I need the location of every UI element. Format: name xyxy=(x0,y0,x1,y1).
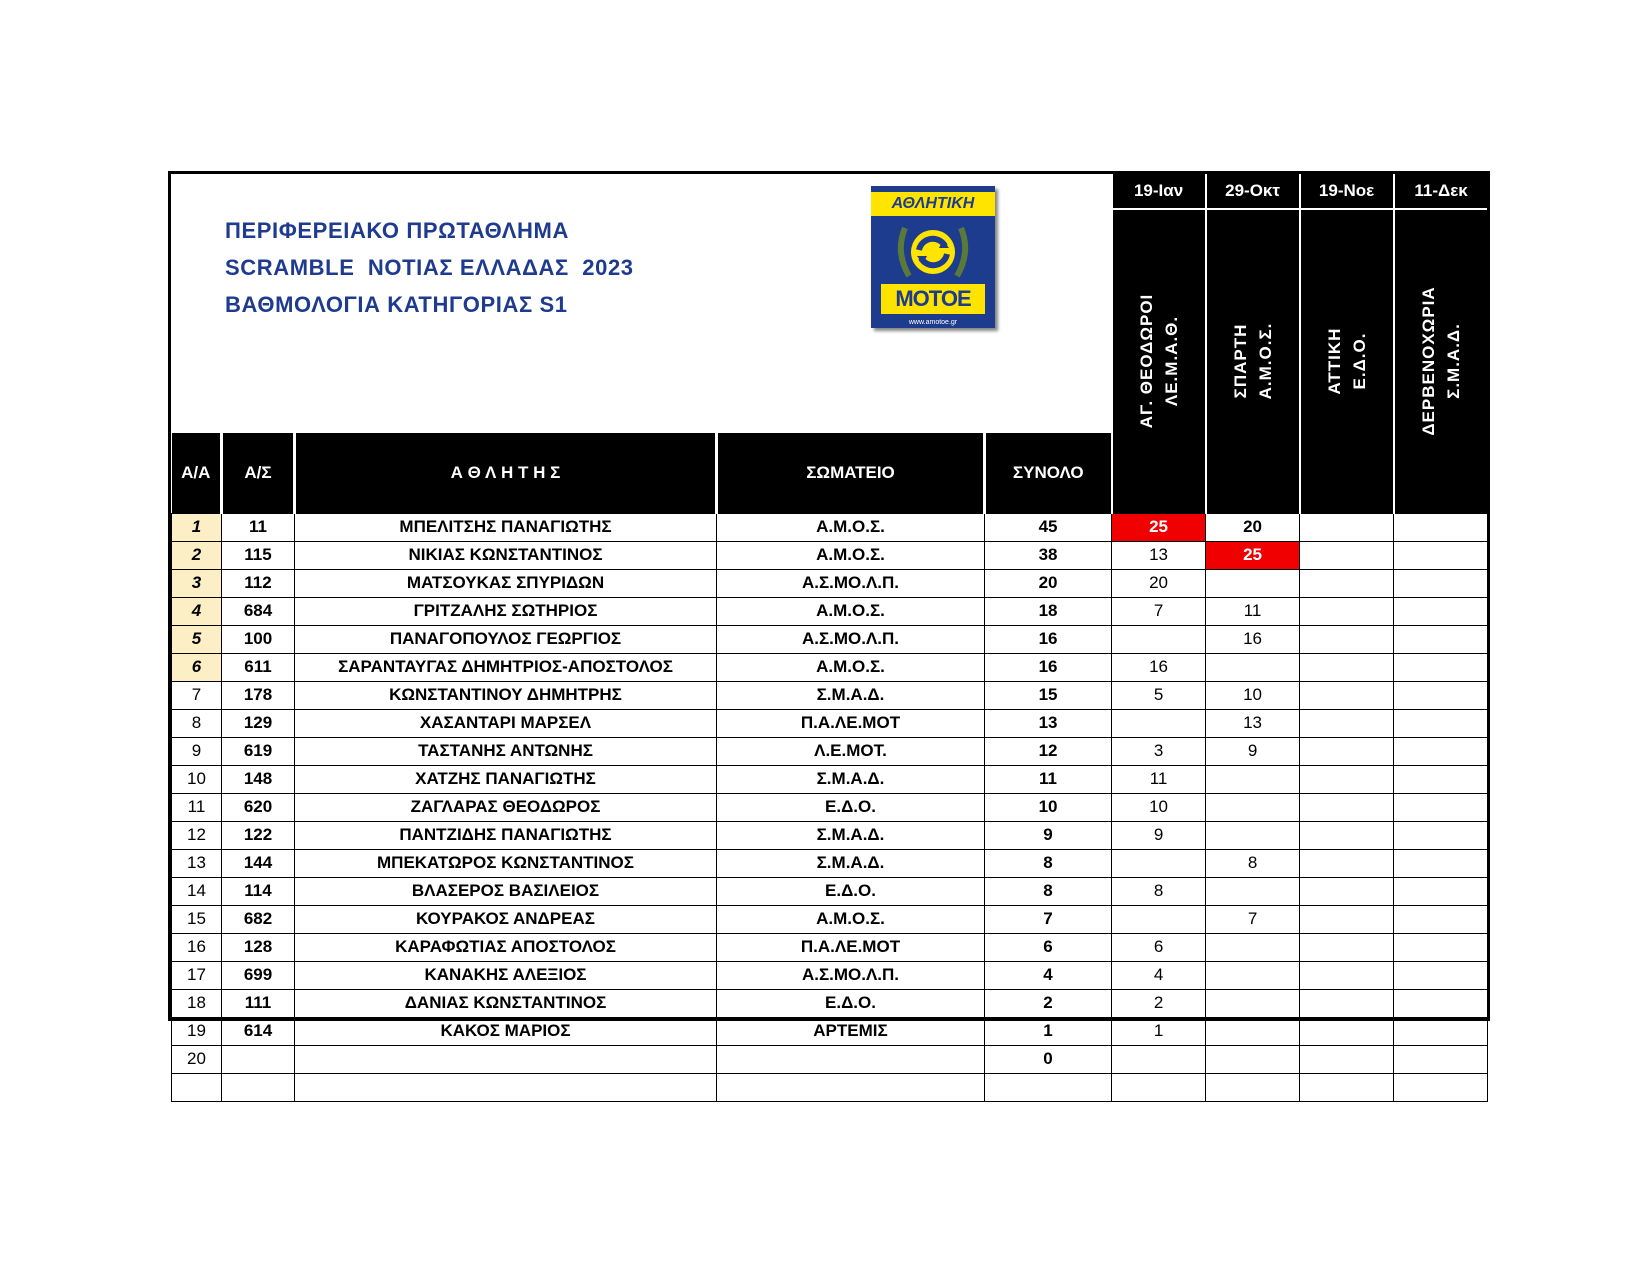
number-cell: 699 xyxy=(222,961,295,989)
total-points-cell: 13 xyxy=(985,709,1112,737)
total-points-cell: 8 xyxy=(985,849,1112,877)
total-points-cell xyxy=(985,1073,1112,1101)
round-points-cell xyxy=(1394,961,1488,989)
round-points-cell xyxy=(1206,933,1300,961)
round-venue xyxy=(1300,209,1394,513)
round-points-cell xyxy=(1394,877,1488,905)
total-points-cell: 9 xyxy=(985,821,1112,849)
table-row xyxy=(172,765,1488,793)
position-cell: 12 xyxy=(172,821,222,849)
position-cell: 15 xyxy=(172,905,222,933)
total-points-cell: 45 xyxy=(985,513,1112,541)
round-points-cell: 16 xyxy=(1112,653,1206,681)
total-points-cell: 4 xyxy=(985,961,1112,989)
round-points-cell: 6 xyxy=(1112,933,1206,961)
total-points-cell: 15 xyxy=(985,681,1112,709)
title-line-1: ΠΕΡΙΦΕΡΕΙΑΚΟ ΠΡΩΤΑΘΛΗΜΑ xyxy=(225,218,569,243)
number-cell: 128 xyxy=(222,933,295,961)
club-cell: Α.Μ.Ο.Σ. xyxy=(717,597,985,625)
round-venue xyxy=(1206,209,1300,513)
laurel-emblem-icon xyxy=(893,220,973,284)
logo-bottom-text: ΜΟΤΟΕ xyxy=(881,284,985,314)
round-points-cell xyxy=(1394,821,1488,849)
position-cell: 3 xyxy=(172,569,222,597)
total-points-cell: 8 xyxy=(985,877,1112,905)
club-cell: ΑΡΤΕΜΙΣ xyxy=(717,1017,985,1045)
rider-name-cell: ΜΠΕΚΑΤΩΡΟΣ ΚΩΝΣΤΑΝΤΙΝΟΣ xyxy=(295,849,717,877)
table-row xyxy=(172,961,1488,989)
round-date: 19-Ιαν xyxy=(1112,174,1206,209)
position-cell: 13 xyxy=(172,849,222,877)
number-cell: 129 xyxy=(222,709,295,737)
logo-url: www.amotoe.gr xyxy=(908,319,958,326)
number-cell: 684 xyxy=(222,597,295,625)
standings-rows xyxy=(172,513,1488,1101)
club-cell xyxy=(717,1073,985,1101)
round-points-cell xyxy=(1394,513,1488,541)
total-points-cell: 16 xyxy=(985,625,1112,653)
rider-name-cell: ΜΠΕΛΙΤΣΗΣ ΠΑΝΑΓΙΩΤΗΣ xyxy=(295,513,717,541)
round-points-cell xyxy=(1300,681,1394,709)
round-points-cell xyxy=(1206,877,1300,905)
venue-club: Σ.Μ.Α.Δ. xyxy=(1444,323,1464,400)
position-cell xyxy=(172,1073,222,1101)
number-cell: 144 xyxy=(222,849,295,877)
round-points-cell: 20 xyxy=(1206,513,1300,541)
table-row xyxy=(172,681,1488,709)
round-points-cell xyxy=(1394,681,1488,709)
position-cell: 11 xyxy=(172,793,222,821)
round-points-cell: 16 xyxy=(1206,625,1300,653)
round-points-cell xyxy=(1394,597,1488,625)
table-row xyxy=(172,1045,1488,1073)
rider-name-cell: ΜΑΤΣΟΥΚΑΣ ΣΠΥΡΙΔΩΝ xyxy=(295,569,717,597)
number-cell: 682 xyxy=(222,905,295,933)
total-points-cell: 16 xyxy=(985,653,1112,681)
position-cell: 16 xyxy=(172,933,222,961)
round-points-cell xyxy=(1394,849,1488,877)
club-cell: Α.Σ.ΜΟ.Λ.Π. xyxy=(717,625,985,653)
club-cell: Α.Μ.Ο.Σ. xyxy=(717,653,985,681)
number-cell: 614 xyxy=(222,1017,295,1045)
round-points-cell xyxy=(1300,765,1394,793)
round-points-cell: 13 xyxy=(1206,709,1300,737)
round-points-cell xyxy=(1394,625,1488,653)
round-points-cell: 1 xyxy=(1112,1017,1206,1045)
round-points-cell xyxy=(1206,989,1300,1017)
total-points-cell: 11 xyxy=(985,765,1112,793)
venue-name: ΑΓ. ΘΕΟΔΩΡΟΙ xyxy=(1136,293,1156,429)
rider-name-cell: ΧΑΤΖΗΣ ΠΑΝΑΓΙΩΤΗΣ xyxy=(295,765,717,793)
round-points-cell xyxy=(1206,793,1300,821)
federation-logo xyxy=(871,186,995,328)
round-points-cell: 9 xyxy=(1206,737,1300,765)
table-row xyxy=(172,653,1488,681)
round-points-cell xyxy=(1112,709,1206,737)
rider-name-cell: ΠΑΝΑΓΟΠΟΥΛΟΣ ΓΕΩΡΓΙΟΣ xyxy=(295,625,717,653)
title-line-2: SCRAMBLE ΝΟΤΙΑΣ ΕΛΛΑΔΑΣ 2023 xyxy=(225,255,634,280)
round-points-cell xyxy=(1300,933,1394,961)
table-row xyxy=(172,849,1488,877)
round-points-cell xyxy=(1394,541,1488,569)
rider-name-cell: ΓΡΙΤΖΑΛΗΣ ΣΩΤΗΡΙΟΣ xyxy=(295,597,717,625)
round-points-cell xyxy=(1394,989,1488,1017)
rider-name-cell: ΠΑΝΤΖΙΔΗΣ ΠΑΝΑΓΙΩΤΗΣ xyxy=(295,821,717,849)
round-points-cell xyxy=(1300,653,1394,681)
round-points-cell xyxy=(1206,1045,1300,1073)
position-cell: 19 xyxy=(172,1017,222,1045)
round-points-cell xyxy=(1300,513,1394,541)
rider-name-cell: ΚΑΚΟΣ ΜΑΡΙΟΣ xyxy=(295,1017,717,1045)
position-cell: 7 xyxy=(172,681,222,709)
rider-name-cell xyxy=(295,1073,717,1101)
round-points-cell: 7 xyxy=(1206,905,1300,933)
table-row xyxy=(172,569,1488,597)
position-cell: 10 xyxy=(172,765,222,793)
round-points-cell xyxy=(1112,849,1206,877)
position-cell: 2 xyxy=(172,541,222,569)
number-cell: 100 xyxy=(222,625,295,653)
round-points-cell xyxy=(1394,1045,1488,1073)
rider-name-cell: ΤΑΣΤΑΝΗΣ ΑΝΤΩΝΗΣ xyxy=(295,737,717,765)
round-points-cell: 2 xyxy=(1112,989,1206,1017)
round-points-cell xyxy=(1394,1073,1488,1101)
number-cell: 111 xyxy=(222,989,295,1017)
round-points-cell: 4 xyxy=(1112,961,1206,989)
round-points-cell: 11 xyxy=(1206,597,1300,625)
club-cell: Σ.Μ.Α.Δ. xyxy=(717,765,985,793)
round-points-cell xyxy=(1300,541,1394,569)
total-points-cell: 18 xyxy=(985,597,1112,625)
header-rider: Α Θ Λ Η Τ Η Σ xyxy=(295,433,717,513)
round-points-cell xyxy=(1300,905,1394,933)
title-line-3: ΒΑΘΜΟΛΟΓΙΑ ΚΑΤΗΓΟΡΙΑΣ S1 xyxy=(225,292,568,317)
position-cell: 18 xyxy=(172,989,222,1017)
round-points-cell: 8 xyxy=(1112,877,1206,905)
total-points-cell: 10 xyxy=(985,793,1112,821)
header-pos: Α/Α xyxy=(172,433,222,513)
round-points-cell: 5 xyxy=(1112,681,1206,709)
table-row xyxy=(172,737,1488,765)
total-points-cell: 2 xyxy=(985,989,1112,1017)
round-points-cell xyxy=(1394,1017,1488,1045)
club-cell: Α.Σ.ΜΟ.Λ.Π. xyxy=(717,961,985,989)
table-row xyxy=(172,709,1488,737)
venue-name: ΔΕΡΒΕΝΟΧΩΡΙΑ xyxy=(1419,286,1439,436)
rider-name-cell: ΧΑΣΑΝΤΑΡΙ ΜΑΡΣΕΛ xyxy=(295,709,717,737)
number-cell: 611 xyxy=(222,653,295,681)
club-cell: Σ.Μ.Α.Δ. xyxy=(717,681,985,709)
rider-name-cell: ΝΙΚΙΑΣ ΚΩΝΣΤΑΝΤΙΝΟΣ xyxy=(295,541,717,569)
round-points-cell xyxy=(1300,1017,1394,1045)
club-cell: Π.Α.ΛΕ.ΜΟΤ xyxy=(717,709,985,737)
rider-name-cell: ΚΑΡΑΦΩΤΙΑΣ ΑΠΟΣΤΟΛΟΣ xyxy=(295,933,717,961)
round-points-cell: 25 xyxy=(1206,541,1300,569)
total-points-cell: 6 xyxy=(985,933,1112,961)
round-venue xyxy=(1112,209,1206,513)
title-block xyxy=(171,174,1109,354)
round-points-cell xyxy=(1300,989,1394,1017)
round-points-cell xyxy=(1300,1073,1394,1101)
round-points-cell xyxy=(1206,821,1300,849)
table-row xyxy=(172,513,1488,541)
club-cell: Α.Μ.Ο.Σ. xyxy=(717,541,985,569)
round-points-cell xyxy=(1394,569,1488,597)
header-total: ΣΥΝΟΛΟ xyxy=(985,433,1112,513)
position-cell: 1 xyxy=(172,513,222,541)
table-row xyxy=(172,933,1488,961)
round-points-cell: 13 xyxy=(1112,541,1206,569)
total-points-cell: 7 xyxy=(985,905,1112,933)
logo-top-text: ΑΘΛΗΤΙΚΗ xyxy=(871,192,995,216)
venue-club: Α.Μ.Ο.Σ. xyxy=(1255,322,1275,400)
club-cell: Α.Μ.Ο.Σ. xyxy=(717,905,985,933)
header-club: ΣΩΜΑΤΕΙΟ xyxy=(717,433,985,513)
round-points-cell xyxy=(1112,625,1206,653)
round-points-cell xyxy=(1300,709,1394,737)
total-points-cell: 38 xyxy=(985,541,1112,569)
venue-name: ΣΠΑΡΤΗ xyxy=(1230,323,1250,399)
round-date: 19-Νοε xyxy=(1300,174,1394,209)
position-cell: 17 xyxy=(172,961,222,989)
number-cell: 620 xyxy=(222,793,295,821)
header-number: Α/Σ xyxy=(222,433,295,513)
number-cell: 148 xyxy=(222,765,295,793)
club-cell: Λ.Ε.ΜΟΤ. xyxy=(717,737,985,765)
number-cell: 122 xyxy=(222,821,295,849)
club-cell: Σ.Μ.Α.Δ. xyxy=(717,821,985,849)
round-points-cell xyxy=(1112,905,1206,933)
table-row xyxy=(172,821,1488,849)
rider-name-cell: ΣΑΡΑΝΤΑΥΓΑΣ ΔΗΜΗΤΡΙΟΣ-ΑΠΟΣΤΟΛΟΣ xyxy=(295,653,717,681)
round-points-cell xyxy=(1206,653,1300,681)
position-cell: 8 xyxy=(172,709,222,737)
number-cell xyxy=(222,1073,295,1101)
table-row xyxy=(172,877,1488,905)
round-points-cell xyxy=(1300,961,1394,989)
position-cell: 20 xyxy=(172,1045,222,1073)
position-cell: 4 xyxy=(172,597,222,625)
round-points-cell: 7 xyxy=(1112,597,1206,625)
round-venue xyxy=(1394,209,1488,513)
club-cell: Α.Μ.Ο.Σ. xyxy=(717,513,985,541)
round-points-cell xyxy=(1300,849,1394,877)
position-cell: 9 xyxy=(172,737,222,765)
rider-name-cell: ΒΛΑΣΕΡΟΣ ΒΑΣΙΛΕΙΟΣ xyxy=(295,877,717,905)
round-points-cell: 10 xyxy=(1112,793,1206,821)
position-cell: 14 xyxy=(172,877,222,905)
table-row xyxy=(172,541,1488,569)
rider-name-cell: ΚΩΝΣΤΑΝΤΙΝΟΥ ΔΗΜΗΤΡΗΣ xyxy=(295,681,717,709)
round-points-cell xyxy=(1206,1017,1300,1045)
round-date: 29-Οκτ xyxy=(1206,174,1300,209)
position-cell: 6 xyxy=(172,653,222,681)
number-cell: 115 xyxy=(222,541,295,569)
round-points-cell: 11 xyxy=(1112,765,1206,793)
table-row xyxy=(172,905,1488,933)
rider-name-cell: ΚΟΥΡΑΚΟΣ ΑΝΔΡΕΑΣ xyxy=(295,905,717,933)
round-points-cell: 9 xyxy=(1112,821,1206,849)
round-date: 11-Δεκ xyxy=(1394,174,1488,209)
club-cell: Π.Α.ΛΕ.ΜΟΤ xyxy=(717,933,985,961)
round-points-cell: 20 xyxy=(1112,569,1206,597)
round-points-cell xyxy=(1300,569,1394,597)
round-points-cell xyxy=(1112,1073,1206,1101)
number-cell: 11 xyxy=(222,513,295,541)
round-points-cell xyxy=(1394,905,1488,933)
number-cell: 178 xyxy=(222,681,295,709)
rider-name-cell: ΚΑΝΑΚΗΣ ΑΛΕΞΙΟΣ xyxy=(295,961,717,989)
table-row xyxy=(172,1017,1488,1045)
number-cell: 619 xyxy=(222,737,295,765)
venue-club: ΛΕ.Μ.Α.Θ. xyxy=(1161,316,1181,407)
club-cell: Σ.Μ.Α.Δ. xyxy=(717,849,985,877)
number-cell xyxy=(222,1045,295,1073)
club-cell: Ε.Δ.Ο. xyxy=(717,877,985,905)
round-points-cell: 10 xyxy=(1206,681,1300,709)
venue-club: Ε.Δ.Ο. xyxy=(1349,332,1369,390)
round-points-cell: 8 xyxy=(1206,849,1300,877)
total-points-cell: 12 xyxy=(985,737,1112,765)
rider-name-cell: ΖΑΓΛΑΡΑΣ ΘΕΟΔΩΡΟΣ xyxy=(295,793,717,821)
club-cell: Ε.Δ.Ο. xyxy=(717,793,985,821)
round-points-cell xyxy=(1300,597,1394,625)
round-points-cell xyxy=(1394,653,1488,681)
round-points-cell xyxy=(1394,737,1488,765)
round-points-cell xyxy=(1300,737,1394,765)
venue-name: ΑΤΤΙΚΗ xyxy=(1324,327,1344,395)
total-points-cell: 1 xyxy=(985,1017,1112,1045)
round-points-cell xyxy=(1206,569,1300,597)
round-points-cell xyxy=(1206,1073,1300,1101)
round-points-cell xyxy=(1206,765,1300,793)
total-points-cell: 20 xyxy=(985,569,1112,597)
position-cell: 5 xyxy=(172,625,222,653)
round-points-cell xyxy=(1300,877,1394,905)
rider-name-cell: ΔΑΝΙΑΣ ΚΩΝΣΤΑΝΤΙΝΟΣ xyxy=(295,989,717,1017)
round-points-cell xyxy=(1300,1045,1394,1073)
round-points-cell: 25 xyxy=(1112,513,1206,541)
round-points-cell xyxy=(1112,1045,1206,1073)
table-row xyxy=(172,1073,1488,1101)
number-cell: 114 xyxy=(222,877,295,905)
total-points-cell: 0 xyxy=(985,1045,1112,1073)
round-points-cell: 3 xyxy=(1112,737,1206,765)
club-cell: Ε.Δ.Ο. xyxy=(717,989,985,1017)
round-points-cell xyxy=(1300,821,1394,849)
table-row xyxy=(172,989,1488,1017)
rider-name-cell xyxy=(295,1045,717,1073)
club-cell: Α.Σ.ΜΟ.Λ.Π. xyxy=(717,569,985,597)
table-row xyxy=(172,625,1488,653)
number-cell: 112 xyxy=(222,569,295,597)
round-points-cell xyxy=(1394,765,1488,793)
club-cell xyxy=(717,1045,985,1073)
round-points-cell xyxy=(1394,709,1488,737)
round-points-cell xyxy=(1300,625,1394,653)
round-points-cell xyxy=(1206,961,1300,989)
table-row xyxy=(172,597,1488,625)
round-points-cell xyxy=(1394,933,1488,961)
round-points-cell xyxy=(1394,793,1488,821)
table-row xyxy=(172,793,1488,821)
round-points-cell xyxy=(1300,793,1394,821)
